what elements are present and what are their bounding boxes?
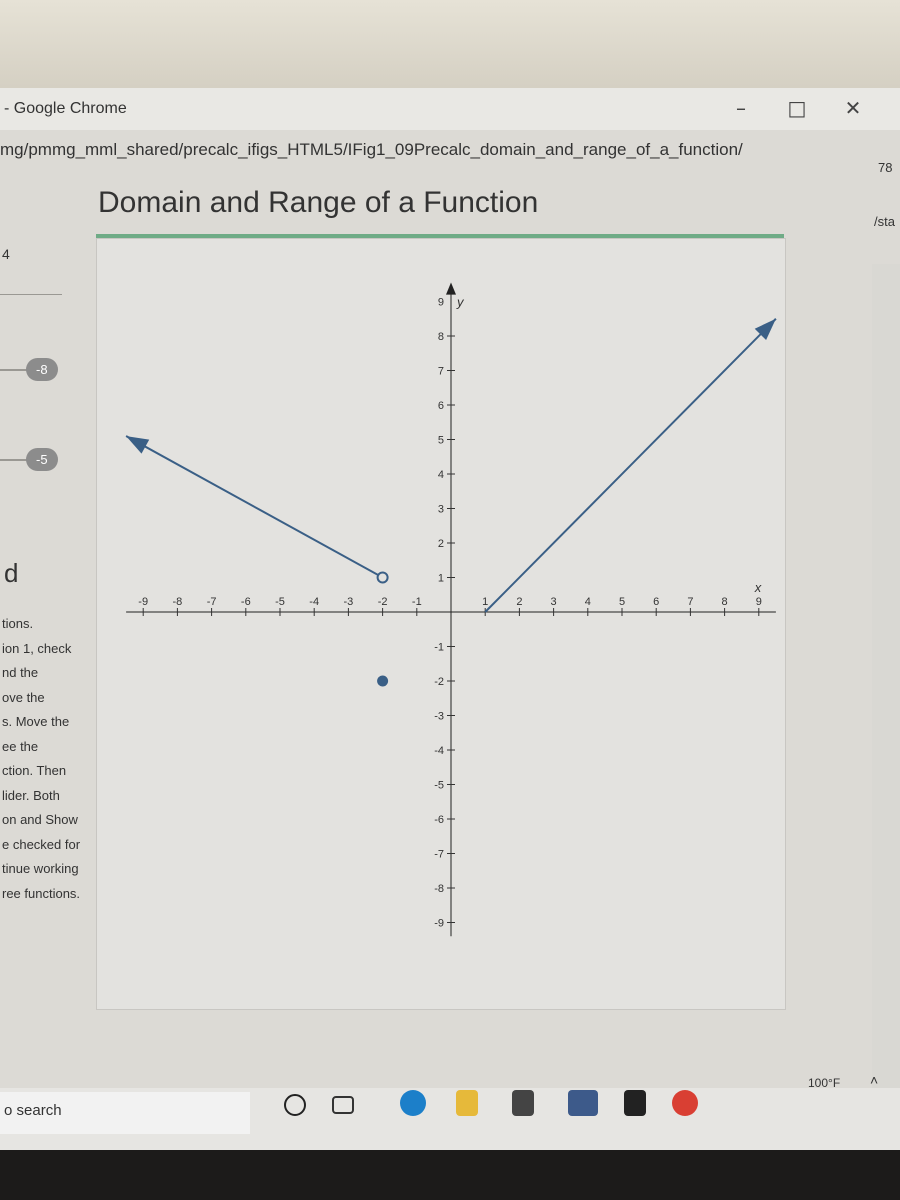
- x-tick-label: 6: [653, 596, 660, 608]
- series-line: [126, 436, 383, 577]
- x-tick-label: -9: [138, 596, 149, 608]
- tab-fragment: 78: [878, 160, 893, 175]
- address-bar[interactable]: mg/pmmg_mml_shared/precalc_ifigs_HTML5/IFig1_09Precalc_domain_and_range_of_a_function/: [0, 140, 743, 159]
- slider-thumb-1[interactable]: -8: [26, 358, 58, 381]
- edge-icon[interactable]: [400, 1090, 426, 1116]
- y-tick-label: -5: [434, 779, 444, 792]
- closed-endpoint: [377, 676, 388, 687]
- instruction-line: ee the: [2, 738, 39, 754]
- y-tick-label: -6: [434, 814, 444, 826]
- y-tick-label: -8: [434, 883, 444, 895]
- maximize-icon[interactable]: □: [787, 96, 807, 120]
- x-tick-label: -1: [411, 596, 422, 608]
- instructions-text: [2, 612, 102, 906]
- y-tick-label: 5: [437, 434, 444, 447]
- y-tick-label: 3: [437, 503, 444, 516]
- page-title: Domain and Range of a Function: [98, 186, 539, 219]
- x-tick-label: -7: [206, 596, 217, 608]
- desk-bottom: [0, 1150, 900, 1200]
- instruction-line: tions.: [2, 616, 34, 631]
- instruction-line: ree functions.: [2, 885, 81, 901]
- file-explorer-icon[interactable]: [456, 1090, 478, 1116]
- y-tick-label: 4: [437, 469, 444, 481]
- x-tick-label: 1: [482, 596, 489, 608]
- tray-chevron-icon[interactable]: ˄: [870, 1072, 879, 1088]
- instruction-line: tinue working: [2, 861, 79, 876]
- y-tick-label: -3: [434, 710, 444, 723]
- instruction-line: s. Move the: [2, 714, 70, 729]
- x-tick-label: 2: [516, 596, 523, 608]
- y-tick-label: -2: [434, 676, 444, 688]
- x-tick-label: 9: [755, 596, 762, 608]
- x-tick-label: -5: [275, 596, 285, 608]
- x-tick-label: -3: [343, 596, 354, 608]
- y-axis-arrow: [446, 283, 456, 295]
- adjacent-window-strip: [872, 264, 900, 1124]
- x-axis-label: x: [754, 580, 762, 595]
- function-graph[interactable]: [97, 239, 785, 1009]
- mail-icon[interactable]: [568, 1090, 598, 1116]
- x-tick-label: 7: [687, 596, 694, 608]
- y-tick-label: 1: [437, 572, 444, 585]
- y-tick-label: -1: [434, 641, 444, 654]
- weather-temp[interactable]: 100°F: [808, 1076, 841, 1090]
- x-tick-label: -6: [240, 596, 251, 608]
- sidebar-heading: d: [4, 558, 19, 588]
- instruction-line: ion 1, check: [2, 640, 72, 656]
- slider-thumb-2[interactable]: -5: [26, 448, 58, 471]
- desk-background: [0, 0, 900, 92]
- sidebar-divider: [0, 294, 62, 295]
- series-arrow: [126, 436, 149, 454]
- open-endpoint: [378, 573, 388, 583]
- search-placeholder[interactable]: o search: [4, 1102, 62, 1119]
- y-tick-label: -4: [434, 745, 444, 757]
- close-icon[interactable]: ✕: [844, 96, 862, 120]
- store-icon[interactable]: [512, 1090, 534, 1116]
- task-view-icon[interactable]: [332, 1096, 354, 1114]
- graph-panel: [96, 238, 786, 1010]
- monitor-screen: [0, 88, 900, 1150]
- x-tick-label: 3: [550, 596, 557, 608]
- instruction-line: nd the: [2, 665, 39, 680]
- instruction-line: ove the: [2, 689, 45, 705]
- x-tick-label: -2: [377, 596, 388, 608]
- window-title: - Google Chrome: [4, 100, 127, 117]
- y-tick-label: -9: [434, 917, 444, 930]
- chrome-icon[interactable]: [672, 1090, 698, 1116]
- series-line: [485, 319, 776, 612]
- window-titlebar: [0, 88, 900, 130]
- y-axis-label: y: [457, 294, 464, 310]
- minimize-icon[interactable]: –: [736, 96, 746, 120]
- instruction-line: ction. Then: [2, 763, 67, 778]
- x-tick-label: 8: [721, 596, 728, 608]
- instruction-line: on and Show: [2, 812, 78, 827]
- app-icon[interactable]: [624, 1090, 646, 1116]
- y-tick-label: 9: [437, 296, 444, 309]
- y-tick-label: 6: [437, 400, 444, 412]
- x-tick-label: 4: [584, 596, 591, 608]
- x-tick-label: 5: [618, 596, 626, 608]
- side-fragment: /sta: [874, 214, 895, 229]
- y-tick-label: 8: [437, 331, 444, 343]
- instruction-line: lider. Both: [2, 787, 60, 803]
- y-tick-label: 2: [437, 538, 444, 550]
- instruction-line: e checked for: [2, 836, 81, 852]
- y-tick-label: -7: [434, 848, 444, 861]
- y-tick-label: 7: [437, 365, 444, 378]
- sidebar-top-number: 4: [2, 246, 10, 262]
- x-tick-label: -4: [309, 596, 320, 608]
- cortana-icon[interactable]: [284, 1094, 306, 1116]
- x-tick-label: -8: [172, 596, 183, 608]
